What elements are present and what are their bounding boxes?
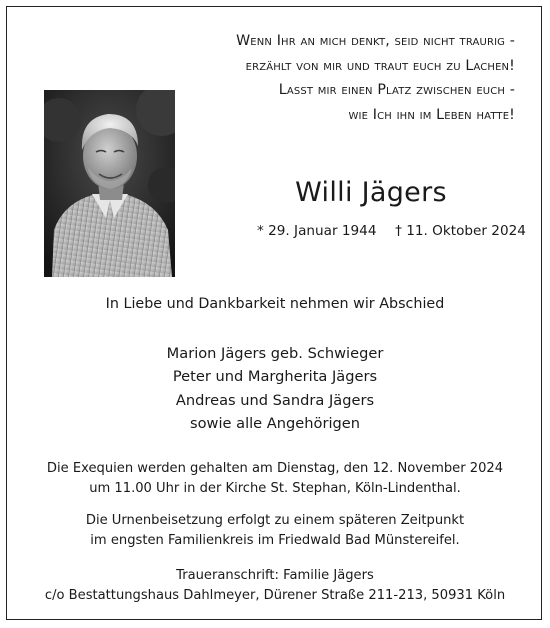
obituary-card [6,6,542,620]
mourner-entry: sowie alle Angehörigen [189,414,360,432]
service-line: Die Exequien werden gehalten am Dienstag, den 12. November 2024 [46,461,504,476]
urn-line: im engsten Familienkreis im Friedwald Bad Münstereifel. [90,532,460,548]
life-dates [257,223,525,239]
mourner-entry: Marion Jägers geb. Schwieger [166,345,384,362]
portrait-photo [44,90,175,277]
birth-date: * 29. Januar 1944 [257,223,377,239]
mourner-entry: Peter und Margherita Jägers [172,368,378,386]
poem-line: Lasst mir einen Platz zwischen euch - [278,82,515,98]
mourning-address [7,566,543,605]
service-line: um 11.00 Uhr in der Kirche St. Stephan, Köln-Lindenthal. [89,480,461,496]
farewell-text: In Liebe und Dankbarkeit nehmen wir Abschied [105,296,445,312]
deceased-name: Willi Jägers [295,177,447,208]
poem-line: Wenn Ihr an mich denkt, seid nicht traurig - [236,33,515,49]
memorial-poem [115,29,515,127]
urn-line: Die Urnenbeisetzung erfolgt zu einem späteren Zeitpunkt [85,513,465,528]
address-line: Traueranschrift: Familie Jägers [176,568,374,583]
mourners-list [7,342,543,435]
service-details [7,459,543,498]
poem-line: erzählt von mir und traut euch zu Lachen! [245,57,515,74]
death-date: † 11. Oktober 2024 [395,223,526,239]
mourner-entry: Andreas und Sandra Jägers [175,391,375,409]
address-line: c/o Bestattungshaus Dahlmeyer, Dürener Straße 211-213, 50931 Köln [44,587,506,603]
urn-burial-details [7,511,543,550]
poem-line: wie Ich ihn im Leben hatte! [348,106,515,123]
